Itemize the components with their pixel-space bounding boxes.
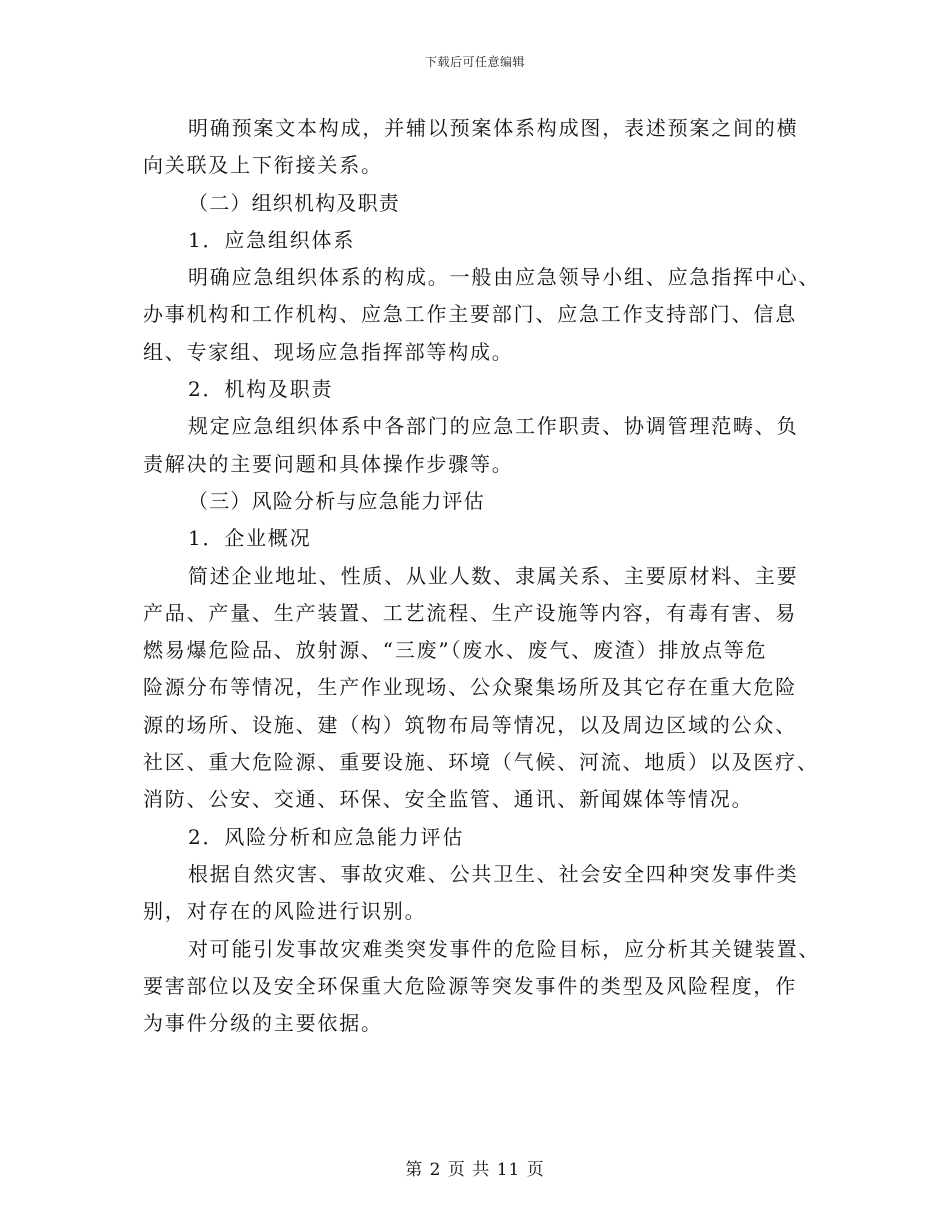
paragraph-line: 源的场所、设施、建（构）筑物布局等情况，以及周边区域的公众、 bbox=[143, 712, 797, 737]
paragraph-line: 对可能引发事故灾难类突发事件的危险目标，应分析其关键装置、 bbox=[188, 936, 821, 961]
subsection-heading: 2．风险分析和应急能力评估 bbox=[188, 824, 465, 849]
paragraph-line: 根据自然灾害、事故灾难、公共卫生、社会安全四种突发事件类 bbox=[188, 861, 799, 886]
paragraph-line: 简述企业地址、性质、从业人数、隶属关系、主要原材料、主要 bbox=[188, 563, 799, 588]
document-body bbox=[143, 110, 821, 1042]
page-footer: 第 2 页 共 11 页 bbox=[405, 1160, 545, 1180]
paragraph-line: 组、专家组、现场应急指挥部等构成。 bbox=[143, 339, 514, 364]
section-heading: （二）组织机构及职责 bbox=[188, 190, 400, 215]
paragraph-line: 消防、公安、交通、环保、安全监管、通讯、新闻媒体等情况。 bbox=[143, 787, 754, 812]
paragraph-line: 明确应急组织体系的构成。一般由应急领导小组、应急指挥中心、 bbox=[188, 265, 821, 290]
section-heading: （三）风险分析与应急能力评估 bbox=[188, 488, 485, 513]
page-header: 下载后可任意编辑 bbox=[424, 55, 525, 69]
paragraph-line: 社区、重大危险源、重要设施、环境（气候、河流、地质）以及医疗、 bbox=[143, 750, 819, 775]
paragraph-line: 责解决的主要问题和具体操作步骤等。 bbox=[143, 451, 514, 476]
paragraph-line: 燃易爆危险品、放射源、“三废”（废水、废气、废渣）排放点等危 bbox=[143, 638, 768, 663]
subsection-heading: 1．企业概况 bbox=[188, 526, 312, 551]
paragraph-line: 办事机构和工作机构、应急工作主要部门、应急工作支持部门、信息 bbox=[143, 302, 797, 327]
subsection-heading: 1．应急组织体系 bbox=[188, 227, 356, 252]
paragraph-line: 为事件分级的主要依据。 bbox=[143, 1011, 383, 1036]
paragraph-line: 要害部位以及安全环保重大危险源等突发事件的类型及风险程度，作 bbox=[143, 973, 797, 998]
paragraph-line: 险源分布等情况，生产作业现场、公众聚集场所及其它存在重大危险 bbox=[143, 675, 797, 700]
paragraph-line: 向关联及上下衔接关系。 bbox=[143, 153, 383, 178]
subsection-heading: 2．机构及职责 bbox=[188, 377, 334, 402]
paragraph-line: 明确预案文本构成，并辅以预案体系构成图，表述预案之间的横 bbox=[188, 116, 799, 140]
paragraph-line: 产品、产量、生产装置、工艺流程、生产设施等内容，有毒有害、易 bbox=[143, 600, 797, 625]
paragraph-line: 规定应急组织体系中各部门的应急工作职责、协调管理范畴、负 bbox=[188, 414, 799, 439]
paragraph-line: 别，对存在的风险进行识别。 bbox=[143, 899, 427, 924]
